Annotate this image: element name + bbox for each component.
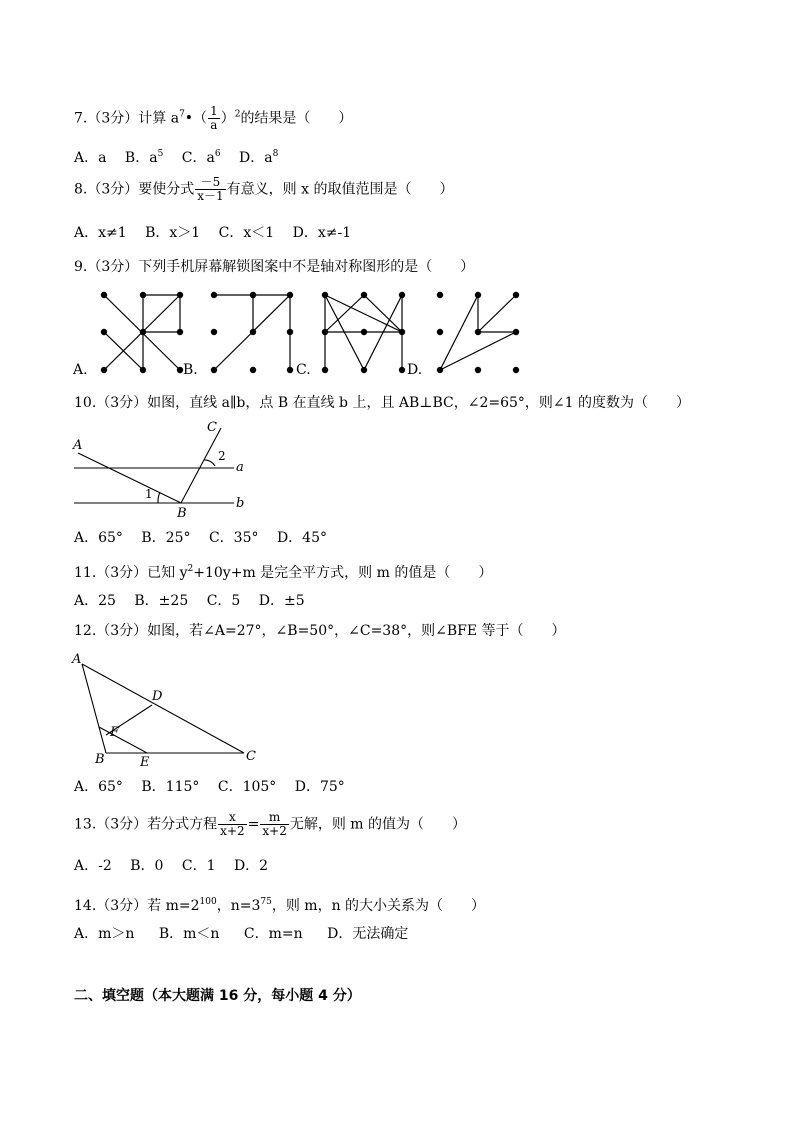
svg-text:A: A [73, 438, 83, 453]
q12-option-d: D．75° [294, 779, 345, 795]
svg-text:D: D [152, 689, 163, 704]
q9-unlock-patterns-figure [70, 284, 530, 380]
svg-text:C: C [246, 749, 256, 764]
q11-stem: 11.（3分）已知 $y^2+10y+m$ 是完全平方式，则 m 的值是（ ） [74, 564, 493, 581]
svg-text:A: A [72, 652, 82, 667]
q7-option-a: A．a [74, 150, 107, 166]
q12-option-c: C．105° [217, 779, 277, 795]
q10-option-d: D．45° [276, 530, 327, 546]
q9-label-a: A. [73, 362, 88, 378]
q8-option-c: C．x＜1 [218, 225, 275, 241]
segment-ab [82, 664, 106, 753]
q8-option-d: D．x≠-1 [292, 225, 352, 241]
q10-option-a: A．65° [74, 530, 123, 546]
q8-options [74, 224, 365, 242]
q12-options [74, 778, 359, 796]
q11-options [74, 592, 319, 610]
q10-option-c: C．35° [208, 530, 259, 546]
svg-text:F: F [110, 725, 120, 740]
q7-stem: 7.（3分）计算 $a^7•$（ $\frac{1}{a}$ ）$^2$的结果是（ ） [74, 104, 353, 132]
q14-option-c: C．m=n [243, 926, 303, 942]
q13-stem: 13.（3分）若分式方程 $\frac{x}{x+2}$ = $\frac{m}{x+2}$ 无解，则 m 的值为（ ） [74, 810, 467, 838]
q14-option-b: B．m＜n [158, 926, 220, 942]
q7-option-b: B．$a^5$ [124, 149, 164, 166]
q13-options [74, 857, 282, 875]
q12-option-a: A．65° [74, 779, 123, 795]
q11-option-a: A．25 [74, 593, 116, 609]
q10-option-b: B．25° [141, 530, 191, 546]
q9-label-b: B. [183, 362, 198, 378]
q7-option-d: D．$a^8$ [239, 149, 279, 166]
q13-option-d: D．2 [233, 858, 269, 874]
q10-stem: 10.（3分）如图，直线 a∥b，点 B 在直线 b 上，且 AB⊥BC，∠2=65°，则∠1 的度数为（ ） [74, 395, 690, 411]
svg-text:1: 1 [145, 487, 153, 501]
q13-option-b: B．0 [130, 858, 164, 874]
svg-text:b: b [236, 496, 245, 511]
q13-fraction-left: $\frac{x}{x+2}$ [220, 810, 245, 838]
q8-stem: 8.（3分）要使分式 $\frac{-5}{x-1}$ 有意义，则 x 的取值范围是（ ） [74, 175, 454, 203]
svg-text:a: a [236, 460, 244, 475]
svg-text:E: E [140, 755, 150, 770]
q7-fraction: $\frac{1}{a}$ [210, 104, 218, 132]
q13-option-c: C．1 [181, 858, 216, 874]
q11-option-d: D．±5 [258, 593, 305, 609]
svg-text:2: 2 [218, 449, 226, 463]
q8-option-a: A．x≠1 [74, 225, 127, 241]
q14-options [74, 925, 422, 943]
section-2-heading: 二、填空题（本大题满 16 分，每小题 4 分） [74, 988, 361, 1004]
q14-option-a: A．m＞n [74, 926, 135, 942]
q13-fraction-right: $\frac{m}{x+2}$ [262, 810, 287, 838]
q9-label-d: D. [407, 362, 423, 378]
svg-text:C: C [207, 420, 217, 435]
q10-options [74, 529, 341, 547]
svg-text:B: B [95, 752, 105, 767]
q9-label-c: C. [296, 362, 311, 378]
svg-text:B: B [177, 506, 187, 521]
q13-option-a: A．-2 [74, 858, 112, 874]
q14-option-d: D．无法确定 [327, 926, 409, 942]
segment-ac [82, 664, 244, 753]
q12-option-b: B．115° [141, 779, 200, 795]
q12-triangle-figure [70, 648, 270, 772]
q7-option-c: C．$a^6$ [181, 149, 221, 166]
q9-stem: 9.（3分）下列手机屏幕解锁图案中不是轴对称图形的是（ ） [74, 259, 475, 275]
q10-parallel-lines-figure [70, 418, 260, 522]
q11-option-c: C．5 [206, 593, 241, 609]
q7-options [74, 145, 292, 167]
q14-stem: 14.（3分）若 $m=2^{100}$，$n=3^{75}$，则 m，n 的大小关系为（ ） [74, 897, 486, 914]
segment-ab [78, 453, 181, 503]
q12-stem: 12.（3分）如图，若∠A=27°，∠B=50°，∠C=38°，则∠BFE 等于（ ） [74, 623, 566, 639]
q8-option-b: B．x＞1 [145, 225, 201, 241]
q11-option-b: B．±25 [134, 593, 189, 609]
segment-ce-line [99, 727, 147, 753]
q8-fraction: $\frac{-5}{x-1}$ [197, 175, 224, 203]
